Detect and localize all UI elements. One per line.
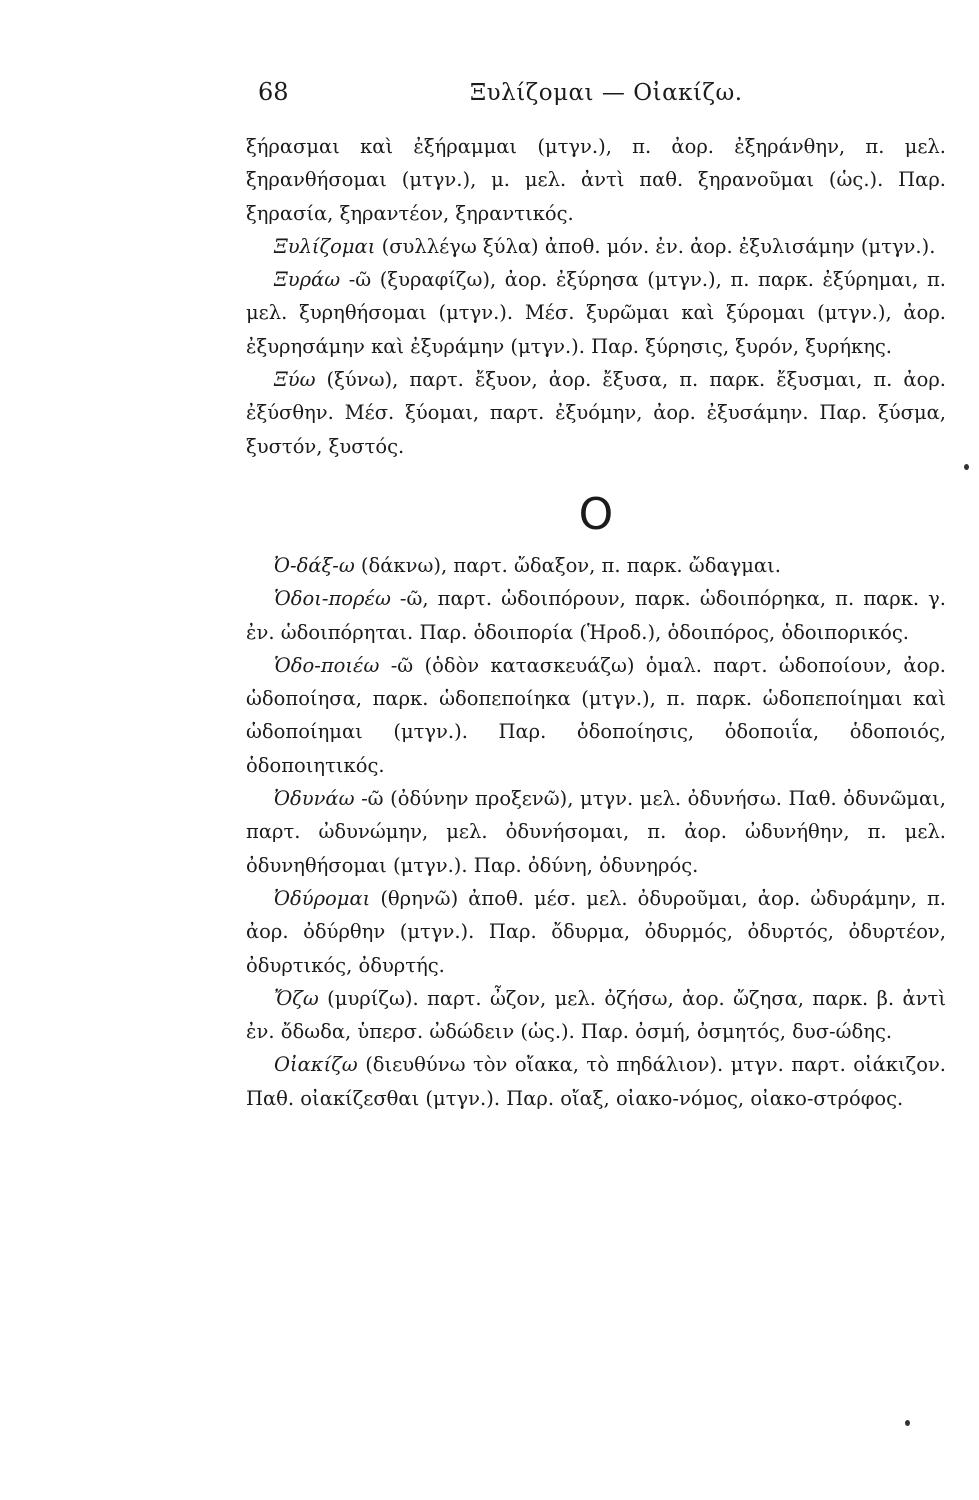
section-letter: Ο: [578, 488, 614, 540]
entry-headword: Ξύω: [274, 368, 316, 392]
dictionary-entry: [246, 1048, 946, 1115]
dictionary-entry: [246, 549, 946, 582]
dictionary-entry: [246, 582, 946, 649]
entry-text: -ῶ, παρτ. ὡδοιπόρουν, παρκ. ὡδοιπόρηκα, π. παρκ. γ. ἐν. ὡδοιπόρηται. Παρ. ὁδοιπορία (Ἡροδ.), ὁδοιπόρος, ὁδοιπορικός.: [246, 587, 946, 644]
entry-text: (διευθύνω τὸν οἴακα, τὸ πηδάλιον). μτγν. παρτ. οἰάκιζον. Παθ. οἰακίζεσθαι (μτγν.). Παρ. οἴαξ, οἰακο-νόμος, οἰακο-στρόφος.: [246, 1053, 946, 1110]
entry-headword: Ξυλίζομαι: [274, 234, 376, 258]
entry-headword: Ὁδο-ποιέω: [274, 653, 380, 677]
page-header: [258, 72, 909, 112]
entry-headword: Ὁδοι-πορέω: [274, 587, 391, 611]
dictionary-entry: [246, 130, 946, 230]
dictionary-entry: [246, 982, 946, 1049]
entry-headword: Ὀδυνάω: [274, 787, 355, 811]
entry-text: -ῶ (ὁδὸν κατασκευάζω) ὁμαλ. παρτ. ὡδοποίουν, ἀορ. ὡδοποίησα, παρκ. ὡδοπεποίηκα (μτγν.), π. παρκ. ὡδοπεποίημαι καὶ ὡδοποίημαι (μτγν.). Παρ. ὁδοποίησις, ὁδοποιΐα, ὁδοποιός, ὁδοποιητικός.: [246, 653, 946, 777]
ink-speck: [964, 464, 969, 470]
entry-text: ξήρασμαι καὶ ἐξήραμμαι (μτγν.), π. ἀορ. ἐξηράνθην, π. μελ. ξηρανθήσομαι (μτγν.), μ. μελ. ἀντὶ παθ. ξηρανοῦμαι (ὡς.). Παρ. ξηρασία, ξηραντέον, ξηραντικός.: [246, 135, 946, 225]
entry-text: (συλλέγω ξύλα) ἀποθ. μόν. ἐν. ἀορ. ἐξυλισάμην (μτγν.).: [375, 234, 936, 258]
dictionary-entry: [246, 782, 946, 882]
entry-text: (θρηνῶ) ἀποθ. μέσ. μελ. ὀδυροῦμαι, ἀορ. ὠδυράμην, π. ἀορ. ὀδύρθην (μτγν.). Παρ. ὄδυρμα, ὀδυρμός, ὀδυρτός, ὀδυρτέον, ὀδυρτικός, ὀδυρτής.: [246, 886, 946, 977]
entry-text: (δάκνω), παρτ. ὤδαξον, π. παρκ. ὤδαγμαι.: [354, 553, 781, 577]
entry-text: (μυρίζω). παρτ. ὦζον, μελ. ὀζήσω, ἀορ. ὤζησα, παρκ. β. ἀντὶ ἐν. ὄδωδα, ὑπερσ. ὠδώδειν (ὡς.). Παρ. ὀσμή, ὀσμητός, δυσ-ώδης.: [246, 986, 946, 1044]
page-number: 68: [258, 78, 289, 106]
dictionary-entry: [246, 263, 946, 363]
entry-headword: Ὀδύρομαι: [274, 886, 371, 910]
entry-text: -ῶ (ξυραφίζω), ἀορ. ἐξύρησα (μτγν.), π. παρκ. ἐξύρημαι, π. μελ. ξυρηθήσομαι (μτγν.). Μέσ. ξυρῶμαι καὶ ξύρομαι (μτγν.), ἀορ. ἐξυρησάμην καὶ ἐξυράμην (μτγν.). Παρ. ξύρησις, ξυρόν, ξυρήκης.: [246, 268, 946, 358]
entry-headword: Οἰακίζω: [274, 1053, 358, 1077]
dictionary-entry: [246, 230, 946, 263]
entry-headword: Ξυράω: [274, 268, 341, 292]
dictionary-entry: [246, 649, 946, 782]
page-body: [246, 130, 946, 1115]
ink-speck: [905, 1420, 910, 1426]
running-title: Ξυλίζομαι — Οἰακίζω.: [470, 80, 743, 106]
entry-headword: Ὀ-δάξ-ω: [274, 553, 355, 577]
entry-text: (ξύνω), παρτ. ἔξυον, ἀορ. ἔξυσα, π. παρκ. ἔξυσμαι, π. ἀορ. ἐξύσθην. Μέσ. ξύομαι, παρτ. ἐξυόμην, ἀορ. ἐξυσάμην. Παρ. ξύσμα, ξυστόν, ξυστός.: [246, 368, 946, 458]
entry-headword: Ὄζω: [274, 986, 319, 1010]
entry-text: -ῶ (ὀδύνην προξενῶ), μτγν. μελ. ὀδυνήσω. Παθ. ὀδυνῶμαι, παρτ. ὠδυνώμην, μελ. ὀδυνήσομαι, π. ἀορ. ὠδυνήθην, π. μελ. ὀδυνηθήσομαι (μτγν.). Παρ. ὀδύνη, ὀδυνηρός.: [246, 787, 946, 877]
dictionary-entry: [246, 882, 946, 982]
dictionary-entry: [246, 363, 946, 463]
